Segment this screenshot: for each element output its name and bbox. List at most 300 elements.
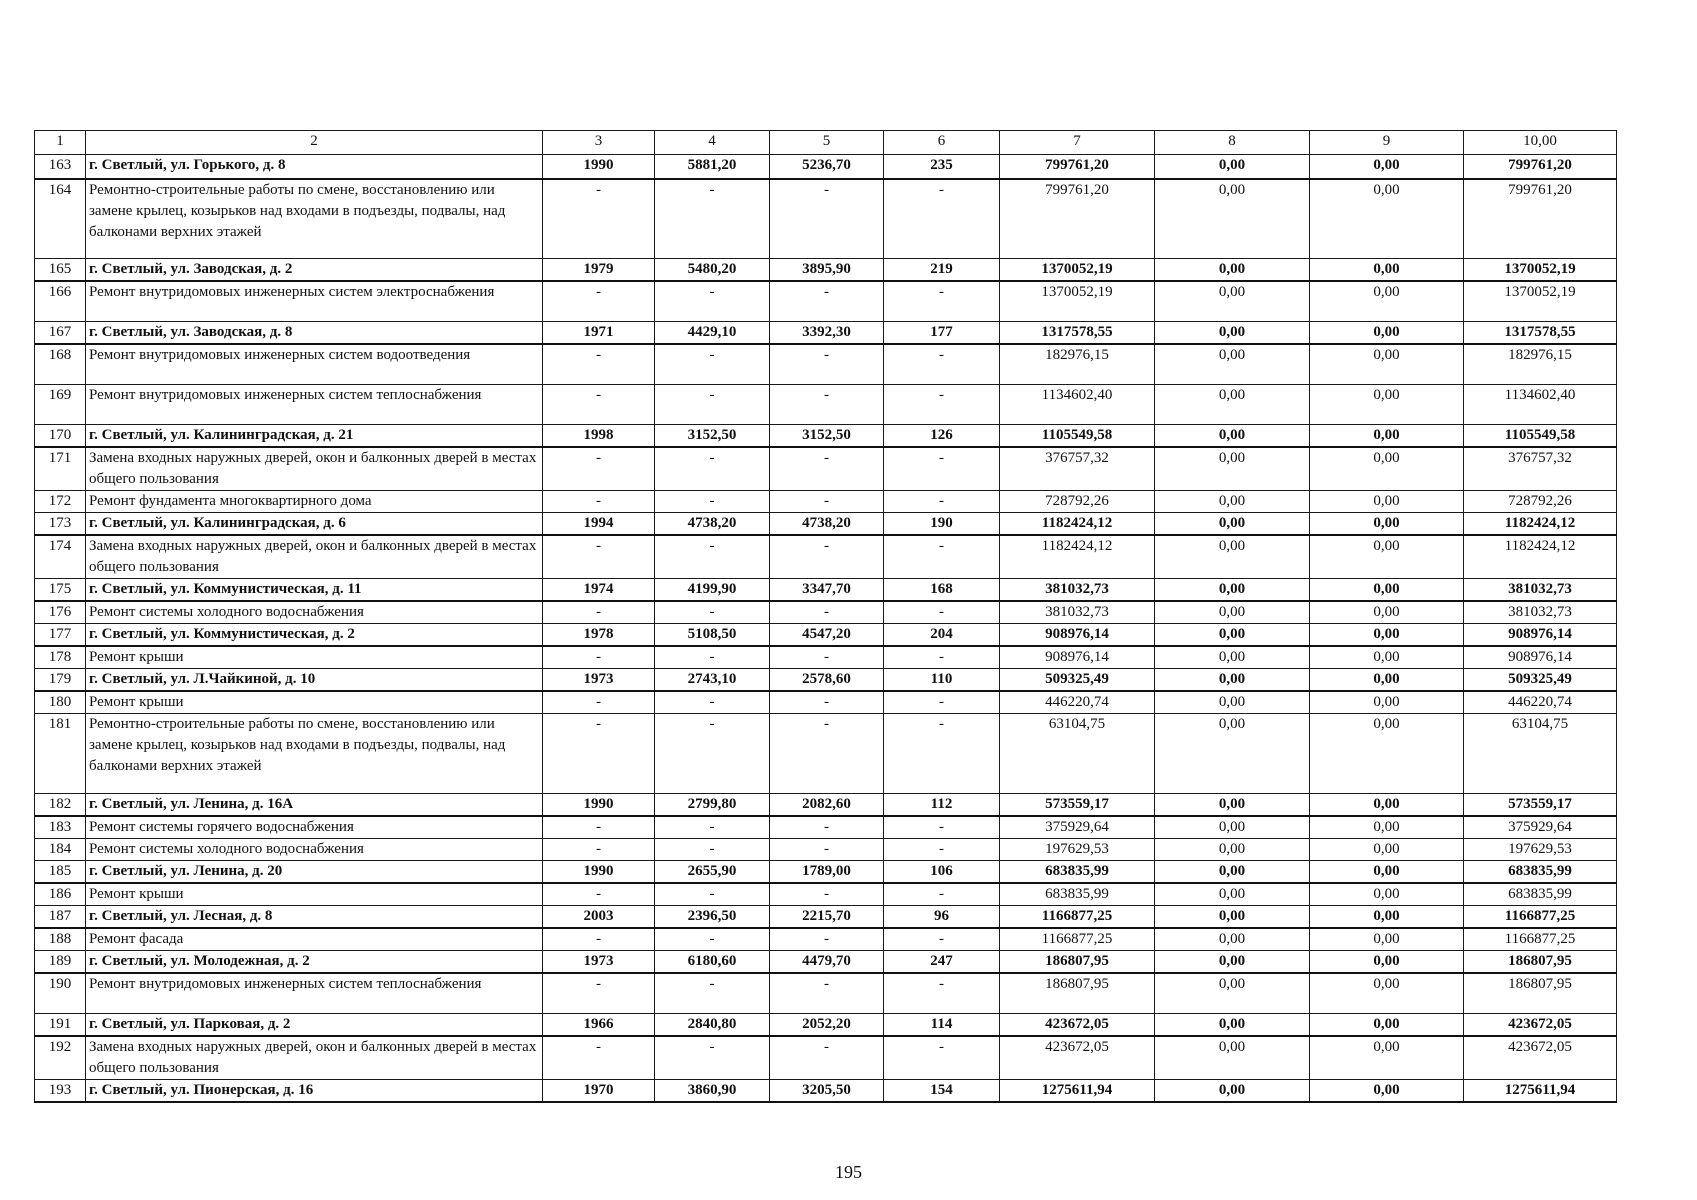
cell-living-area: 3205,50: [770, 1079, 884, 1102]
cell-residents: 204: [884, 624, 1000, 647]
cell-owners-cost: 197629,53: [1464, 839, 1617, 861]
cell-fund-cost: 0,00: [1155, 839, 1310, 861]
table-body: [35, 131, 1617, 1102]
cell-year: 1971: [543, 321, 655, 344]
cell-owners-cost: 381032,73: [1464, 579, 1617, 602]
cell-fund-cost: 0,00: [1155, 179, 1310, 259]
cell-living-area: 2578,60: [770, 669, 884, 692]
cell-object-name: Замена входных наружных дверей, окон и балконных дверей в местах общего пользования: [86, 1036, 543, 1080]
cell-object-name: Ремонт внутридомовых инженерных систем теплоснабжения: [86, 385, 543, 425]
cell-year: -: [543, 281, 655, 321]
cell-row-number: 171: [35, 447, 86, 491]
cell-owners-cost: 423672,05: [1464, 1036, 1617, 1080]
cell-residents: -: [884, 344, 1000, 385]
cell-owners-cost: 1370052,19: [1464, 259, 1617, 282]
cell-year: -: [543, 447, 655, 491]
work-row: [35, 928, 1617, 951]
cell-residents: -: [884, 385, 1000, 425]
cell-year: -: [543, 344, 655, 385]
cell-total-cost: 908976,14: [1000, 646, 1155, 669]
cell-budget-cost: 0,00: [1310, 951, 1464, 974]
cell-object-name: Ремонт крыши: [86, 691, 543, 714]
cell-total-area: 4738,20: [655, 513, 770, 536]
cell-residents: -: [884, 179, 1000, 259]
cell-year: 1990: [543, 861, 655, 884]
cell-owners-cost: 381032,73: [1464, 601, 1617, 624]
cell-budget-cost: 0,00: [1310, 646, 1464, 669]
cell-budget-cost: 0,00: [1310, 691, 1464, 714]
cell-residents: 154: [884, 1079, 1000, 1102]
cell-budget-cost: 0,00: [1310, 906, 1464, 929]
cell-living-area: -: [770, 928, 884, 951]
cell-living-area: -: [770, 1036, 884, 1080]
cell-object-name: г. Светлый, ул. Ленина, д. 16А: [86, 794, 543, 817]
cell-owners-cost: 1182424,12: [1464, 535, 1617, 579]
cell-total-area: -: [655, 281, 770, 321]
cell-living-area: -: [770, 816, 884, 839]
cell-object-name: г. Светлый, ул. Заводская, д. 2: [86, 259, 543, 282]
cell-object-name: г. Светлый, ул. Молодежная, д. 2: [86, 951, 543, 974]
address-row: [35, 1013, 1617, 1036]
cell-total-cost: 186807,95: [1000, 973, 1155, 1013]
cell-total-area: 2799,80: [655, 794, 770, 817]
cell-object-name: г. Светлый, ул. Ленина, д. 20: [86, 861, 543, 884]
cell-budget-cost: 0,00: [1310, 259, 1464, 282]
cell-object-name: Ремонт системы горячего водоснабжения: [86, 816, 543, 839]
address-row: [35, 669, 1617, 692]
cell-budget-cost: 0,00: [1310, 601, 1464, 624]
address-row: [35, 794, 1617, 817]
cell-year: 1979: [543, 259, 655, 282]
cell-living-area: 2052,20: [770, 1013, 884, 1036]
cell-total-cost: 509325,49: [1000, 669, 1155, 692]
cell-year: 1990: [543, 794, 655, 817]
cell-row-number: 172: [35, 491, 86, 513]
table-header-row: [35, 131, 1617, 155]
cell-row-number: 184: [35, 839, 86, 861]
cell-year: 1973: [543, 951, 655, 974]
cell-row-number: 181: [35, 714, 86, 794]
cell-living-area: -: [770, 447, 884, 491]
cell-budget-cost: 0,00: [1310, 1013, 1464, 1036]
cell-total-cost: 1166877,25: [1000, 906, 1155, 929]
cell-row-number: 183: [35, 816, 86, 839]
cell-living-area: -: [770, 491, 884, 513]
address-row: [35, 155, 1617, 179]
cell-row-number: 174: [35, 535, 86, 579]
cell-row-number: 187: [35, 906, 86, 929]
cell-total-cost: 1275611,94: [1000, 1079, 1155, 1102]
cell-total-area: 2743,10: [655, 669, 770, 692]
cell-row-number: 188: [35, 928, 86, 951]
header-cell-object-name: 2: [86, 131, 543, 155]
cell-row-number: 179: [35, 669, 86, 692]
header-cell-total-area: 4: [655, 131, 770, 155]
cell-row-number: 177: [35, 624, 86, 647]
cell-residents: 219: [884, 259, 1000, 282]
address-row: [35, 579, 1617, 602]
cell-fund-cost: 0,00: [1155, 579, 1310, 602]
cell-total-cost: 799761,20: [1000, 155, 1155, 179]
cell-row-number: 185: [35, 861, 86, 884]
cell-total-area: -: [655, 928, 770, 951]
cell-object-name: Замена входных наружных дверей, окон и балконных дверей в местах общего пользования: [86, 535, 543, 579]
cell-year: -: [543, 179, 655, 259]
cell-row-number: 178: [35, 646, 86, 669]
cell-living-area: 2082,60: [770, 794, 884, 817]
cell-owners-cost: 1182424,12: [1464, 513, 1617, 536]
cell-year: 1990: [543, 155, 655, 179]
cell-row-number: 163: [35, 155, 86, 179]
header-cell-row-number: 1: [35, 131, 86, 155]
cell-year: 1978: [543, 624, 655, 647]
cell-total-area: -: [655, 535, 770, 579]
cell-residents: 106: [884, 861, 1000, 884]
cell-fund-cost: 0,00: [1155, 1013, 1310, 1036]
address-row: [35, 513, 1617, 536]
cell-budget-cost: 0,00: [1310, 344, 1464, 385]
cell-total-area: -: [655, 816, 770, 839]
cell-row-number: 168: [35, 344, 86, 385]
cell-budget-cost: 0,00: [1310, 816, 1464, 839]
cell-budget-cost: 0,00: [1310, 794, 1464, 817]
work-row: [35, 883, 1617, 906]
cell-total-cost: 799761,20: [1000, 179, 1155, 259]
cell-total-cost: 1370052,19: [1000, 259, 1155, 282]
cell-fund-cost: 0,00: [1155, 321, 1310, 344]
address-row: [35, 1079, 1617, 1102]
cell-residents: -: [884, 646, 1000, 669]
cell-object-name: г. Светлый, ул. Калининградская, д. 6: [86, 513, 543, 536]
cell-owners-cost: 799761,20: [1464, 179, 1617, 259]
address-row: [35, 861, 1617, 884]
cell-object-name: г. Светлый, ул. Лесная, д. 8: [86, 906, 543, 929]
address-row: [35, 321, 1617, 344]
cell-fund-cost: 0,00: [1155, 447, 1310, 491]
cell-residents: 110: [884, 669, 1000, 692]
cell-budget-cost: 0,00: [1310, 861, 1464, 884]
cell-year: -: [543, 646, 655, 669]
page-number: 195: [835, 1162, 862, 1182]
cell-object-name: Ремонт крыши: [86, 646, 543, 669]
cell-total-area: 4429,10: [655, 321, 770, 344]
cell-residents: -: [884, 447, 1000, 491]
cell-total-cost: 376757,32: [1000, 447, 1155, 491]
header-cell-living-area: 5: [770, 131, 884, 155]
cell-object-name: г. Светлый, ул. Л.Чайкиной, д. 10: [86, 669, 543, 692]
cell-object-name: Ремонтно-строительные работы по смене, восстановлению или замене крылец, козырьков над входами в подъезды, подвалы, над балконами верхних этажей: [86, 714, 543, 794]
work-row: [35, 179, 1617, 259]
cell-year: 1994: [543, 513, 655, 536]
cell-total-cost: 375929,64: [1000, 816, 1155, 839]
cell-object-name: Ремонт внутридомовых инженерных систем теплоснабжения: [86, 973, 543, 1013]
cell-row-number: 191: [35, 1013, 86, 1036]
cell-year: -: [543, 714, 655, 794]
cell-budget-cost: 0,00: [1310, 928, 1464, 951]
repair-program-table: [34, 130, 1617, 1103]
cell-budget-cost: 0,00: [1310, 535, 1464, 579]
cell-owners-cost: 728792,26: [1464, 491, 1617, 513]
cell-object-name: Ремонт крыши: [86, 883, 543, 906]
cell-owners-cost: 446220,74: [1464, 691, 1617, 714]
cell-owners-cost: 63104,75: [1464, 714, 1617, 794]
address-row: [35, 259, 1617, 282]
cell-budget-cost: 0,00: [1310, 447, 1464, 491]
cell-fund-cost: 0,00: [1155, 344, 1310, 385]
cell-budget-cost: 0,00: [1310, 155, 1464, 179]
cell-living-area: -: [770, 714, 884, 794]
cell-total-cost: 683835,99: [1000, 883, 1155, 906]
cell-fund-cost: 0,00: [1155, 491, 1310, 513]
address-row: [35, 624, 1617, 647]
cell-object-name: г. Светлый, ул. Горького, д. 8: [86, 155, 543, 179]
cell-residents: -: [884, 928, 1000, 951]
cell-owners-cost: 186807,95: [1464, 951, 1617, 974]
cell-fund-cost: 0,00: [1155, 624, 1310, 647]
cell-budget-cost: 0,00: [1310, 624, 1464, 647]
work-row: [35, 816, 1617, 839]
cell-fund-cost: 0,00: [1155, 535, 1310, 579]
cell-living-area: 4738,20: [770, 513, 884, 536]
cell-owners-cost: 1317578,55: [1464, 321, 1617, 344]
cell-total-area: -: [655, 691, 770, 714]
cell-total-cost: 63104,75: [1000, 714, 1155, 794]
work-row: [35, 601, 1617, 624]
cell-year: -: [543, 816, 655, 839]
cell-residents: 168: [884, 579, 1000, 602]
cell-residents: -: [884, 535, 1000, 579]
cell-owners-cost: 908976,14: [1464, 624, 1617, 647]
cell-total-cost: 1105549,58: [1000, 425, 1155, 448]
cell-fund-cost: 0,00: [1155, 906, 1310, 929]
cell-total-area: -: [655, 839, 770, 861]
cell-owners-cost: 683835,99: [1464, 861, 1617, 884]
cell-fund-cost: 0,00: [1155, 861, 1310, 884]
cell-total-cost: 186807,95: [1000, 951, 1155, 974]
header-cell-year: 3: [543, 131, 655, 155]
cell-total-cost: 423672,05: [1000, 1013, 1155, 1036]
cell-living-area: -: [770, 344, 884, 385]
cell-owners-cost: 376757,32: [1464, 447, 1617, 491]
cell-residents: -: [884, 601, 1000, 624]
cell-object-name: Ремонт фундамента многоквартирного дома: [86, 491, 543, 513]
cell-budget-cost: 0,00: [1310, 579, 1464, 602]
cell-total-cost: 908976,14: [1000, 624, 1155, 647]
cell-budget-cost: 0,00: [1310, 839, 1464, 861]
cell-row-number: 193: [35, 1079, 86, 1102]
address-row: [35, 425, 1617, 448]
cell-row-number: 182: [35, 794, 86, 817]
cell-budget-cost: 0,00: [1310, 1079, 1464, 1102]
cell-fund-cost: 0,00: [1155, 155, 1310, 179]
work-row: [35, 344, 1617, 385]
cell-owners-cost: 1166877,25: [1464, 906, 1617, 929]
cell-residents: 247: [884, 951, 1000, 974]
cell-total-area: 3860,90: [655, 1079, 770, 1102]
cell-fund-cost: 0,00: [1155, 951, 1310, 974]
work-row: [35, 714, 1617, 794]
cell-row-number: 170: [35, 425, 86, 448]
cell-budget-cost: 0,00: [1310, 281, 1464, 321]
cell-owners-cost: 423672,05: [1464, 1013, 1617, 1036]
cell-row-number: 165: [35, 259, 86, 282]
cell-total-area: 3152,50: [655, 425, 770, 448]
cell-owners-cost: 1166877,25: [1464, 928, 1617, 951]
cell-owners-cost: 509325,49: [1464, 669, 1617, 692]
cell-fund-cost: 0,00: [1155, 513, 1310, 536]
cell-residents: 190: [884, 513, 1000, 536]
cell-object-name: Ремонт системы холодного водоснабжения: [86, 601, 543, 624]
cell-living-area: -: [770, 179, 884, 259]
cell-total-cost: 1317578,55: [1000, 321, 1155, 344]
cell-object-name: г. Светлый, ул. Коммунистическая, д. 2: [86, 624, 543, 647]
cell-total-cost: 573559,17: [1000, 794, 1155, 817]
cell-total-area: -: [655, 344, 770, 385]
cell-fund-cost: 0,00: [1155, 816, 1310, 839]
cell-residents: 235: [884, 155, 1000, 179]
cell-budget-cost: 0,00: [1310, 669, 1464, 692]
cell-residents: -: [884, 1036, 1000, 1080]
cell-total-area: -: [655, 973, 770, 1013]
cell-residents: -: [884, 491, 1000, 513]
work-row: [35, 385, 1617, 425]
cell-row-number: 192: [35, 1036, 86, 1080]
cell-total-cost: 182976,15: [1000, 344, 1155, 385]
header-cell-fund-cost: 8: [1155, 131, 1310, 155]
cell-budget-cost: 0,00: [1310, 513, 1464, 536]
cell-year: -: [543, 385, 655, 425]
cell-owners-cost: 573559,17: [1464, 794, 1617, 817]
cell-row-number: 180: [35, 691, 86, 714]
cell-fund-cost: 0,00: [1155, 794, 1310, 817]
cell-row-number: 166: [35, 281, 86, 321]
cell-fund-cost: 0,00: [1155, 883, 1310, 906]
cell-residents: -: [884, 281, 1000, 321]
cell-living-area: 3895,90: [770, 259, 884, 282]
cell-year: 1970: [543, 1079, 655, 1102]
cell-residents: 96: [884, 906, 1000, 929]
work-row: [35, 839, 1617, 861]
cell-living-area: 3392,30: [770, 321, 884, 344]
cell-object-name: Замена входных наружных дверей, окон и балконных дверей в местах общего пользования: [86, 447, 543, 491]
cell-total-area: 5480,20: [655, 259, 770, 282]
cell-fund-cost: 0,00: [1155, 259, 1310, 282]
work-row: [35, 447, 1617, 491]
cell-budget-cost: 0,00: [1310, 714, 1464, 794]
cell-owners-cost: 375929,64: [1464, 816, 1617, 839]
cell-budget-cost: 0,00: [1310, 491, 1464, 513]
cell-living-area: -: [770, 973, 884, 1013]
cell-budget-cost: 0,00: [1310, 425, 1464, 448]
cell-owners-cost: 799761,20: [1464, 155, 1617, 179]
cell-living-area: 5236,70: [770, 155, 884, 179]
header-cell-total-cost: 7: [1000, 131, 1155, 155]
address-row: [35, 951, 1617, 974]
cell-residents: -: [884, 973, 1000, 1013]
cell-residents: 112: [884, 794, 1000, 817]
cell-budget-cost: 0,00: [1310, 321, 1464, 344]
cell-living-area: -: [770, 385, 884, 425]
cell-living-area: -: [770, 691, 884, 714]
header-cell-residents: 6: [884, 131, 1000, 155]
cell-total-area: -: [655, 601, 770, 624]
cell-budget-cost: 0,00: [1310, 385, 1464, 425]
work-row: [35, 691, 1617, 714]
cell-owners-cost: 1370052,19: [1464, 281, 1617, 321]
cell-living-area: -: [770, 601, 884, 624]
header-cell-owners-cost: 10,00: [1464, 131, 1617, 155]
header-cell-budget-cost: 9: [1310, 131, 1464, 155]
cell-total-area: -: [655, 883, 770, 906]
cell-owners-cost: 908976,14: [1464, 646, 1617, 669]
cell-row-number: 175: [35, 579, 86, 602]
cell-row-number: 186: [35, 883, 86, 906]
cell-fund-cost: 0,00: [1155, 425, 1310, 448]
cell-object-name: г. Светлый, ул. Калининградская, д. 21: [86, 425, 543, 448]
work-row: [35, 1036, 1617, 1080]
cell-year: 1966: [543, 1013, 655, 1036]
cell-row-number: 176: [35, 601, 86, 624]
cell-year: -: [543, 973, 655, 1013]
cell-row-number: 164: [35, 179, 86, 259]
cell-budget-cost: 0,00: [1310, 179, 1464, 259]
cell-row-number: 167: [35, 321, 86, 344]
cell-total-cost: 1166877,25: [1000, 928, 1155, 951]
cell-object-name: Ремонт внутридомовых инженерных систем водоотведения: [86, 344, 543, 385]
cell-residents: -: [884, 839, 1000, 861]
cell-row-number: 190: [35, 973, 86, 1013]
cell-fund-cost: 0,00: [1155, 601, 1310, 624]
cell-year: -: [543, 691, 655, 714]
cell-living-area: -: [770, 281, 884, 321]
cell-owners-cost: 1105549,58: [1464, 425, 1617, 448]
cell-total-cost: 1134602,40: [1000, 385, 1155, 425]
cell-total-area: -: [655, 714, 770, 794]
cell-residents: -: [884, 883, 1000, 906]
work-row: [35, 281, 1617, 321]
cell-object-name: г. Светлый, ул. Заводская, д. 8: [86, 321, 543, 344]
cell-row-number: 173: [35, 513, 86, 536]
cell-fund-cost: 0,00: [1155, 646, 1310, 669]
cell-residents: 114: [884, 1013, 1000, 1036]
cell-year: 1998: [543, 425, 655, 448]
cell-total-area: -: [655, 447, 770, 491]
cell-object-name: Ремонт внутридомовых инженерных систем электроснабжения: [86, 281, 543, 321]
cell-residents: -: [884, 714, 1000, 794]
cell-living-area: -: [770, 839, 884, 861]
cell-total-cost: 197629,53: [1000, 839, 1155, 861]
cell-residents: -: [884, 816, 1000, 839]
cell-fund-cost: 0,00: [1155, 691, 1310, 714]
cell-living-area: 1789,00: [770, 861, 884, 884]
cell-residents: 126: [884, 425, 1000, 448]
cell-total-area: 5108,50: [655, 624, 770, 647]
cell-year: 1974: [543, 579, 655, 602]
cell-fund-cost: 0,00: [1155, 973, 1310, 1013]
cell-object-name: Ремонт фасада: [86, 928, 543, 951]
cell-owners-cost: 1275611,94: [1464, 1079, 1617, 1102]
cell-budget-cost: 0,00: [1310, 1036, 1464, 1080]
cell-owners-cost: 182976,15: [1464, 344, 1617, 385]
cell-budget-cost: 0,00: [1310, 883, 1464, 906]
cell-fund-cost: 0,00: [1155, 928, 1310, 951]
cell-row-number: 169: [35, 385, 86, 425]
cell-living-area: 4547,20: [770, 624, 884, 647]
cell-owners-cost: 186807,95: [1464, 973, 1617, 1013]
cell-total-cost: 446220,74: [1000, 691, 1155, 714]
cell-owners-cost: 683835,99: [1464, 883, 1617, 906]
cell-total-area: -: [655, 491, 770, 513]
